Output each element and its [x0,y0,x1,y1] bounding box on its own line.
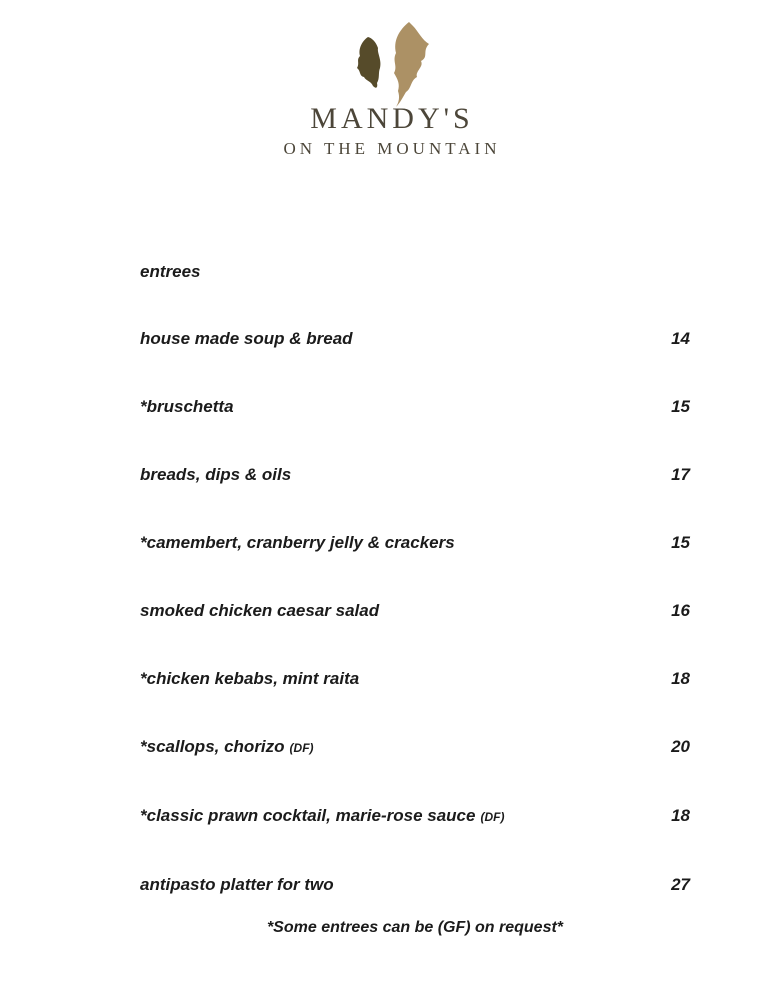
menu-item-name [140,737,314,758]
menu-item-name-text: antipasto platter for two [140,875,334,894]
menu-item-name-text: *camembert, cranberry jelly & crackers [140,533,455,552]
menu-item-price: 27 [671,875,690,894]
menu-item-row [140,669,690,689]
menu-item-name [140,875,334,895]
menu-item-row [140,875,690,895]
menu-item-price: 18 [671,669,690,688]
restaurant-tagline: ON THE MOUNTAIN [283,139,501,158]
menu-item-row [140,465,690,485]
menu-item-name-text: *bruschetta [140,397,234,416]
menu-item-row [140,737,690,758]
menu-item-price: 17 [671,465,690,484]
menu-item-price: 15 [671,397,690,416]
leaf-light-shape [394,22,429,107]
menu-item-name-text: *chicken kebabs, mint raita [140,669,360,688]
menu-item-row [140,329,690,349]
restaurant-logo [0,0,784,159]
menu-item-name-text: breads, dips & oils [140,465,292,484]
menu-item-name [140,533,455,553]
menu-item-dietary-note: (DF) [480,810,505,824]
menu-item-name [140,669,359,689]
menu-item-name-text: *classic prawn cocktail, marie-rose sauce [140,806,476,825]
menu-footnote: *Some entrees can be (GF) on request* [266,919,564,936]
menu-item-name-text: smoked chicken caesar salad [140,601,380,620]
menu-section [140,262,690,937]
menu-item-row [140,397,690,417]
menu-item-name [140,806,504,827]
menu-item-name [140,397,234,417]
menu-item-price: 18 [671,806,690,825]
leaf-logo-icon [346,22,438,108]
menu-item-dietary-note: (DF) [289,741,314,755]
menu-item-price: 15 [671,533,690,552]
restaurant-name: MANDY'S [310,102,474,135]
menu-item-name-text: *scallops, chorizo [140,737,285,756]
menu-item-name [140,465,291,485]
menu-item-price: 14 [671,329,690,348]
leaf-dark-shape [357,37,380,88]
menu-item-list [140,329,690,895]
menu-item-row [140,533,690,553]
menu-item-name-text: house made soup & bread [140,329,353,348]
menu-item-price: 20 [671,737,690,756]
menu-item-row [140,806,690,827]
menu-section-title: entrees [140,262,201,281]
menu-item-row [140,601,690,621]
menu-item-name [140,329,353,349]
menu-item-name [140,601,379,621]
menu-item-price: 16 [671,601,690,620]
